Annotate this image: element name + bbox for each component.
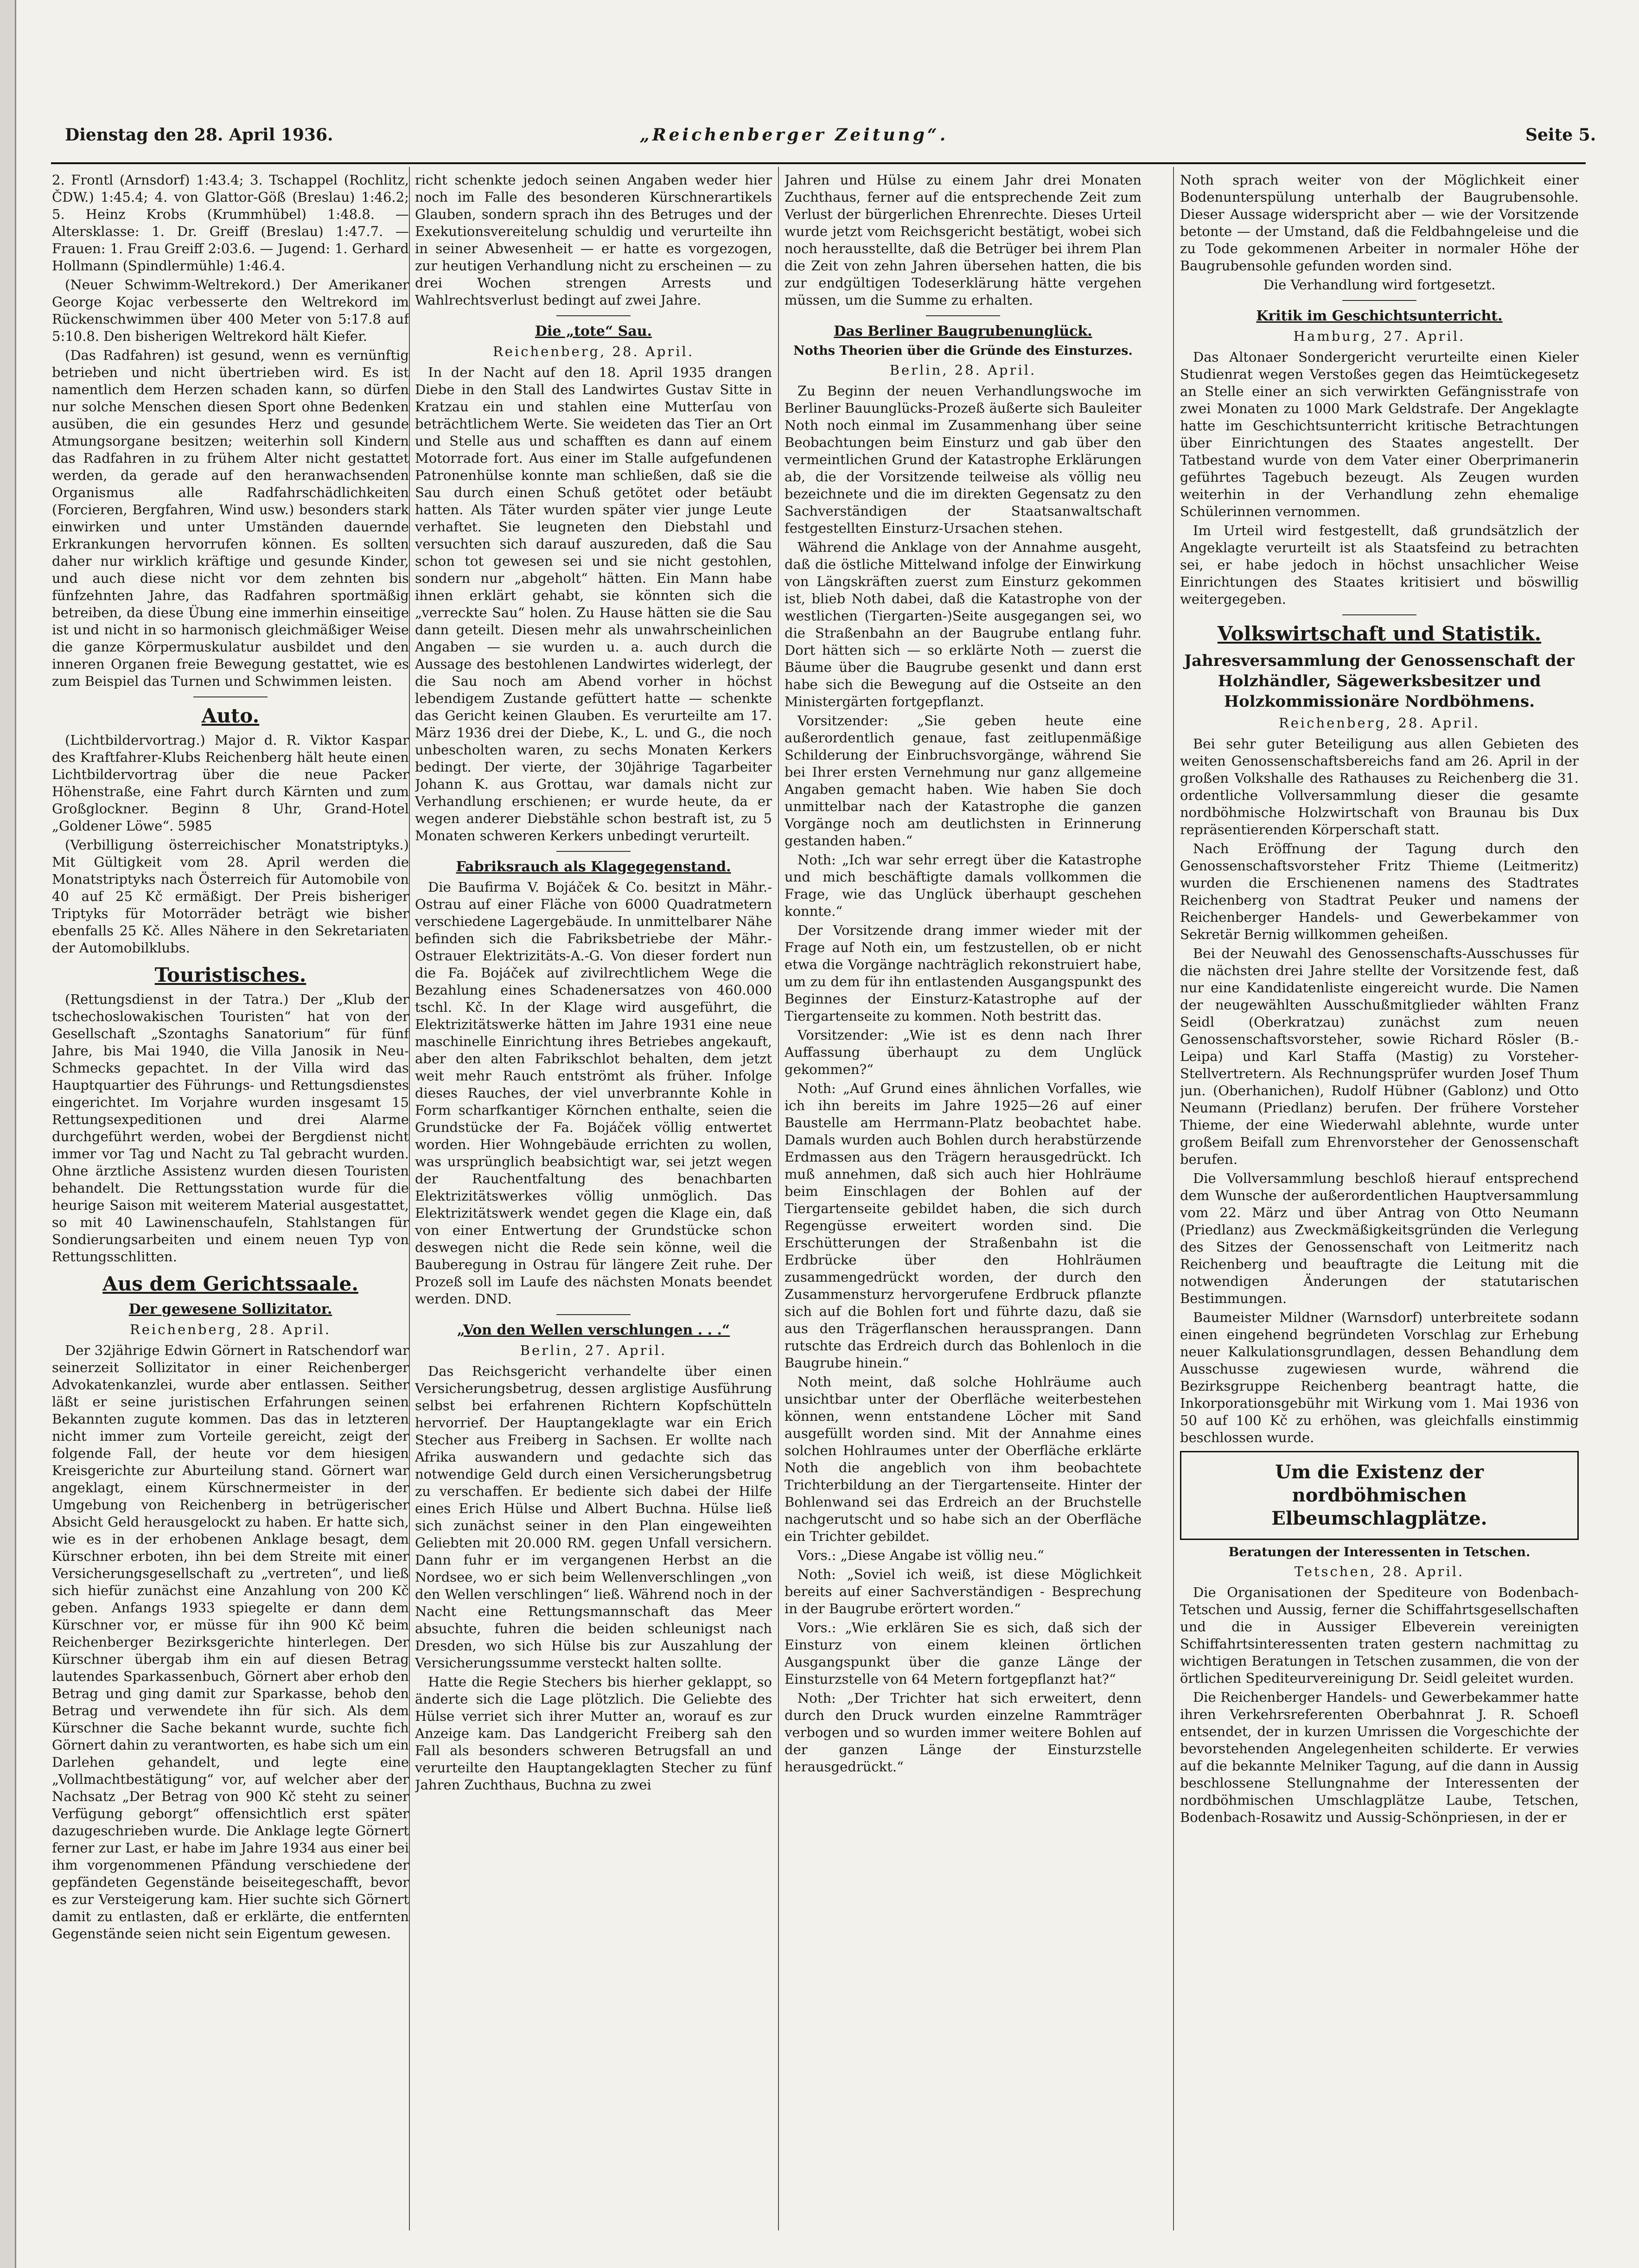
article-paragraph: Die Baufirma V. Bojáček & Co. besitzt in Mähr.-Ostrau auf einer Fläche von 6000 Quadratmetern verschiedene Lagergebäude. In unmittelbarer Nähe befinden sich die Fabriksbetriebe der Mähr.-Ostrauer Elektrizitäts-A.-G. Von dieser fordert nun die Fa. Bojáček auf zivilrechtlichem Wege die Bezahlung eines Schadenersatzes von 460.000 tschl. Kč. In der Klage wird ausgeführt, die Elektrizitätswerke hätten im Jahre 1931 eine neue maschinelle Einrichtung ihres Betriebes angekauft, aber den alten Fabrikschlot behalten, dem jetzt weit mehr Rauch entströmt als früher. Infolge dieses Rauches, der viel unverbrannte Kohle in Form scharfkantiger Körnchen enthalte, seien die Grundstücke der Fa. Bojáček völlig entwertet worden. Hier Wohngebäude errichten zu wollen, was ursprünglich beabsichtigt war, sei jetzt wegen der Rauchentfaltung des benachbarten Elektrizitätswerkes völlig unmöglich. Das Elektrizitätswerk wendet gegen die Klage ein, daß von einer Entwertung der Grundstücke schon deswegen nicht die Rede sein könne, weil die Bauberegung in Ostrau für längere Zeit ruhe. Der Prozeß soll im Laufe des nächsten Monats beendet werden. DND. [415, 879, 772, 1307]
article-paragraph: Noth meint, daß solche Hohlräume auch unsichtbar unter der Oberfläche weiterbestehen können, wenn entstandene Löcher mit Sand ausgefüllt worden sind. Mit der Annahme eines solchen Hohlraumes unter der Oberfläche erklärte Noth die angeblich von ihm beobachtete Trichterbildung an der Tiergartenseite. Hinter der Bohlenwand sei das Erdreich an der Bruchstelle nachgerutscht und so habe sich an der Oberfläche ein Trichter gebildet. [784, 1374, 1142, 1544]
lecture-paragraph: (Lichtbildervortrag.) Major d. R. Viktor Kaspar des Kraftfahrer-Klubs Reichenberg hält heute einen Lichtbildervortrag über die neue Packer Höhenstraße, eine Fahrt durch Kärnten und zum Großglockner. Beginn 8 Uhr, Grand-Hotel „Goldener Löwe“. 5985 [52, 732, 409, 834]
article-paragraph: Die Reichenberger Handels- und Gewerbekammer hatte ihren Verkehrsreferenten Oberbahnrat J. R. Schoefl entsendet, der in kurzen Umrissen die Vorgeschichte der bevorstehenden Angelegenheiten schilderte. Er verwies auf die bekannte Melniker Tagung, auf die dann in Aussig beschlossene Stellungnahme der Interessenten der nordböhmischen Umschlagplätze Laube, Tetschen, Bodenbach-Rosawitz und Aussig-Schönpriesen, in der er [1180, 1689, 1579, 1825]
dateline: Reichenberg, 28. April. [129, 1322, 332, 1337]
tatra-paragraph: (Rettungsdienst in der Tatra.) Der „Klub der tschechoslowakischen Touristen“ hat von der Gesellschaft „Szontaghs Sanatorium“ für fünf Jahre, bis Mai 1940, die Villa Janosik in Neu-Schmecks gepachtet. In der Villa wird das Hauptquartier des Führungs- und Rettungsdienstes eingerichtet. Im Vorjahre wurden insgesamt 15 Rettungsexpeditionen und drei Alarme durchgeführt werden, wobei der Bergdienst nicht immer vor Tag und Nacht zu Tal gebracht wurden. Ohne ärztliche Assistenz wurden diesen Touristen behandelt. Die Rettungsstation wurde für die heurige Saison mit weiterem Material ausgestattet, so mit 40 Lawinenschaufeln, Stahlstangen für Sondierungsarbeiten und einem neuen Typ von Rettungsschlitten. [52, 991, 409, 1265]
column-2 [415, 172, 772, 2226]
article-subheading: Noths Theorien über die Gründe des Einsturzes. [793, 344, 1133, 358]
article-paragraph: In der Nacht auf den 18. April 1935 drangen Diebe in den Stall des Landwirtes Gustav Sitte in Kratzau ein und stahlen eine Mutterſau von beträchtlichem Werte. Sie weideten das Tier an Ort und Stelle aus und schafften es dann auf einem Motorrade fort. Aus einer im Stalle aufgefundenen Patronenhülse konnte man schließen, daß sie die Sau durch einen Schuß getötet oder betäubt hatten. Als Täter wurden später vier junge Leute verhaftet. Sie leugneten den Diebstahl und versuchten sich darauf auszureden, daß die Sau schon tot gewesen sei und sie nicht gestohlen, sondern nur „abgeholt“ hätten. Ein Mann habe ihnen erklärt gehabt, sie könnten sich die „verreckte Sau“ holen. Zu Hause hätten sie die Sau dann geteilt. Diesen mehr als unwahrscheinlichen Angaben — sie wurden u. a. auch durch die Aussage des bestohlenen Landwirtes widerlegt, der die Sau noch am Abend vorher in höchst lebendigem Zustande gefüttert hatte — schenkte das Gericht keinen Glauben. Es verurteilte am 17. März 1936 drei der Diebe, K., L. und G., die noch unbescholten waren, zu sechs Monaten Kerkers bedingt. Der vierte, der 30jährige Tagarbeiter Johann K. aus Grottau, war damals nicht zur Verhandlung erschienen; er wurde heute, da er wegen anderer Diebstähle schon bestraft ist, zu 5 Monaten schweren Kerkers unbedingt verurteilt. [415, 364, 772, 843]
section-heading-tourism: Touristisches. [154, 964, 306, 986]
article-paragraph: richt schenkte jedoch seinen Angaben weder hier noch im Falle des besonderen Kürschnerartikels Glauben, sondern sprach ihn des Betruges und der Exekutionsvereitelung schuldig und verurteilte ihn in seiner Abwesenheit — er hatte es vorgezogen, zur heutigen Verhandlung nicht zu erscheinen — zu drei Wochen strengen Arrests und Wahlrechtsverlust bedingt auf zwei Jahre. [415, 172, 772, 308]
article-paragraph: Vorsitzender: „Wie ist es denn nach Ihrer Auffassung überhaupt zu dem Unglück gekommen?“ [784, 1027, 1142, 1077]
article-paragraph: Während die Anklage von der Annahme ausgeht, daß die östliche Mittelwand infolge der Einwirkung von Längskräften zuerst zum Einsturz gekommen ist, blieb Noth dabei, daß die Katastrophe von der westlichen (Tiergarten-)Seite ausgegangen sei, wo die Straßenbahn an der Baugrube entlang fuhr. Dort hätten sich — so erklärte Noth — zuerst die Bäume über die Baugrube gesenkt und dann erst habe sich die Bewegung auf die Ostseite an den Ministergärten fortgepflanzt. [784, 539, 1142, 709]
article-paragraph: Noth: „Soviel ich weiß, ist diese Möglichkeit bereits auf einer Sachverständigen - Besprechung in der Baugrube erörtert worden.“ [784, 1566, 1142, 1616]
column-1 [52, 172, 409, 2226]
column-divider [1173, 167, 1174, 2230]
article-paragraph: Nach Eröffnung der Tagung durch den Genossenschaftsvorsteher Fritz Thieme (Leitmeritz) wurden die Erschienenen namens des Stadtrates Reichenberg von Stadtrat Peuker und namens der Reichenberger Handels- und Gewerbekammer von Sekretär Bernig willkommen geheißen. [1180, 841, 1579, 942]
article-paragraph: Der 32jährige Edwin Görnert in Ratschendorf war seinerzeit Sollizitator in einer Reichenberger Advokatenkanzlei, wurde aber entlassen. Seither läßt er seine juristischen Erfahrungen seinen Bekannten zugute kommen. Das das in letzteren nicht immer zum Vorteile gereicht, zeigt der folgende Fall, der heute vor dem hiesigen Kreisgerichte zur Aburteilung stand. Görnert war angeklagt, einem Kürschnermeister in der Umgebung von Reichenberg in betrügerischer Absicht Geld herausgelockt zu haben. Er hatte sich, wie es in der erhobenen Anklage besagt, dem Kürschner erboten, ihn bei dem Streite mit einer Versicherungsgesellschaft zu „vertreten“, und ließ sich hiefür zunächst eine Anzahlung von 200 Kč geben. Anfangs 1933 spiegelte er dann dem Kürschner vor, er müsse für ihn 900 Kč beim Reichenberger Bezirksgerichte hinterlegen. Der Kürschner übergab ihm ein auf diesen Betrag lautendes Sparkassenbuch, Görnert aber erhob den Betrag und ging damit zur Sparkasse, behob den Betrag und verwendete ihn für sich. Als dem Kürschner die Sache bekannt wurde, suchte fich Görnert dahin zu verantworten, es habe sich um ein Darlehen gehandelt, und legte eine „Vollmachtbestätigung“ vor, auf welcher aber der Nachsatz „Der Betrag von 900 Kč steht zu seiner Verfügung geborgt“ offensichtlich erst später dazugeschrieben wurde. Die Anklage legte Görnert ferner zur Last, er habe im Jahre 1934 aus einer bei ihm vorgenommenen Pfändung verschiedene der gepfändeten Gegenstände beiseitegeschafft, bevor es zur Versteigerung kam. Hier suchte sich Görnert damit zu entlasten, daß er erklärte, die entfernten Gegenstände seien nicht sein Eigentum gewesen. [52, 1342, 409, 1942]
article-heading: Die „tote“ Sau. [535, 323, 652, 339]
article-heading: Der gewesene Sollizitator. [128, 1301, 332, 1317]
article-paragraph: Noth sprach weiter von der Möglichkeit einer Bodenunterspülung unterhalb der Baugrubensohle. Dieser Aussage widerspricht aber — wie der Vorsitzende betonte — der Umstand, daß die Feldbahngeleise und die zu Tode gekommenen Arbeiter in normaler Höhe der Baugrubensohle gefunden worden sind. [1180, 172, 1579, 274]
article-paragraph: Die Organisationen der Spediteure von Bodenbach-Tetschen und Aussig, ferner die Schiffahrtsgesellschaften und die in Aussiger Elbeverein vereinigten Schiffahrtsinteressenten traten gestern nachmittag zu wichtigen Beratungen in Tetschen zusammen, die von der örtlichen Spediteurvereinigung Dr. Seidl geleitet wurden. [1180, 1584, 1579, 1686]
dateline: Reichenberg, 28. April. [492, 344, 695, 359]
column-divider [409, 167, 410, 2230]
page-header [56, 125, 1596, 153]
header-rule [51, 162, 1586, 164]
article-paragraph: Vors.: „Wie erklären Sie es sich, daß sich der Einsturz von einem kleinen örtlichen Ausgangspunkt über die ganze Länge der Einsturzstelle von 64 Metern fortgepflanzt hat?“ [784, 1620, 1142, 1687]
article-paragraph: Noth: „Ich war sehr erregt über die Katastrophe und mich beschäftigte damals vollkommen die Frage, wie das Unglück überhaupt geschehen konnte.“ [784, 852, 1142, 919]
article-heading: Kritik im Geschichtsunterricht. [1256, 308, 1503, 324]
section-heading-economy: Volkswirtschaft und Statistik. [1217, 622, 1542, 645]
article-paragraph: Vorsitzender: „Sie geben heute eine außerordentlich genaue, fast zeitlupenmäßige Schilderung der Einbruchsvorgänge, während Sie bei Ihrer ersten Vernehmung nur ganz allgemeine Angaben gemacht haben. Wie haben Sie doch unmittelbar nach der Katastrophe die ganzen Vorgänge noch am deutlichsten in Erinnerung gestanden haben.“ [784, 713, 1142, 849]
dateline: Hamburg, 27. April. [1293, 328, 1466, 344]
article-paragraph: Bei sehr guter Beteiligung aus allen Gebieten des weiten Genossenschaftsbereichs fand am 26. April in der großen Volkshalle des Rathauses zu Reichenberg die 31. ordentliche Vollversammlung dieser die gesamte nordböhmische Holzwirtschaft von Braunau bis Dux repräsentierenden Körperschaft statt. [1180, 736, 1579, 837]
header-newspaper-title: „Reichenberger Zeitung“. [640, 125, 949, 145]
dateline: Reichenberg, 28. April. [1278, 715, 1480, 731]
article-paragraph: Baumeister Mildner (Warnsdorf) unterbreitete sodann einen eingehend begründeten Vorschlag zur Erhebung neuer Kalkulationsgrundlagen, dessen Behandlung dem Ausschusse zugewiesen wurde, während die Bezirksgruppe Reichenberg beantragt hatte, die Inkorporationsgebühr mit Wirkung vom 1. Mai 1936 von 50 auf 100 Kč zu erhöhen, was gleichfalls einstimmig beschlossen wurde. [1180, 1310, 1579, 1445]
article-paragraph: Jahren und Hülse zu einem Jahr drei Monaten Zuchthaus, ferner auf die entsprechende Zeit zum Verlust der bürgerlichen Ehrenrechte. Dieses Urteil wurde jetzt vom Reichsgericht bestätigt, wobei sich noch herausstellte, daß die Betrüger bei ihrem Plan die Zeit von zehn Jahren übersehen hatten, die bis zur endgültigen Todeserklärung hätte vergehen müssen, um die Summe zu erhalten. [784, 172, 1142, 308]
separator [1342, 300, 1416, 301]
article-heading: „Von den Wellen verschlungen . . .“ [457, 1322, 730, 1338]
dateline: Berlin, 27. April. [520, 1342, 667, 1358]
boxed-headline [1180, 1451, 1579, 1540]
article-paragraph: Die Vollversammlung beschloß hierauf entsprechend dem Wunsche der außerordentlichen Hauptversammlung vom 22. März und über Antrag von Otto Neumann (Priedlanz) aus Zweckmäßigkeitsgründen die Verlegung des Sitzes der Genossenschaft von Leitmeritz nach Reichenberg und beauftragte die Leitung mit die notwendigen Änderungen der statutarischen Bestimmungen. [1180, 1170, 1579, 1306]
article-heading: Das Berliner Baugrubenunglück. [834, 323, 1092, 339]
separator [926, 315, 1000, 316]
header-date: Dienstag den 28. April 1936. [65, 125, 333, 145]
separator [556, 851, 631, 852]
separator [1342, 614, 1416, 615]
dateline: Tetschen, 28. April. [1294, 1564, 1465, 1579]
article-paragraph: Bei der Neuwahl des Genossenschafts-Ausschusses für die nächsten drei Jahre stellte der Vorsitzende fest, daß nur eine Kandidatenliste eingereicht wurde. Die Namen der neugewählten Ausschußmitglieder wählten Franz Seidl (Oberkratzau) zunächst zum neuen Genossenschaftsvorsteher, sowie Richard Rösler (B.-Leipa) und Karl Staffa (Mastig) zu Vorsteher-Stellvertretern. Als Rechnungsprüfer wurden Josef Thum jun. (Oberhanichen), Rudolf Hübner (Gablonz) und Otto Neumann (Priedlanz) berufen. Der frühere Vorsteher Thieme, der eine Wiederwahl ablehnte, wurde unter großem Beifall zum Ehrenvorsteher der Genossenschaft berufen. [1180, 946, 1579, 1167]
article-paragraph: Noth: „Der Trichter hat sich erweitert, denn durch den Druck wurden einzelne Rammträger verbogen und so wurden immer weitere Bohlen auf der ganzen Länge der Einsturzstelle herausgedrückt.“ [784, 1690, 1142, 1775]
separator [556, 315, 631, 316]
swim-record-paragraph: (Neuer Schwimm-Weltrekord.) Der Amerikaner George Kojac verbesserte den Weltrekord im Rückenschwimmen über 400 Meter von 5:17.8 auf 5:10.8. Den bisherigen Weltrekord hält Kiefer. [52, 277, 409, 344]
article-heading: Um die Existenz der nordböhmischen Elbeumschlagplätze. [1271, 1461, 1487, 1529]
article-paragraph: Das Altonaer Sondergericht verurteilte einen Kieler Studienrat wegen Verstoßes gegen das Heimtückegesetz an Stelle einer an sich verwirkten Gefängnisstrafe von zwei Monaten zu 1000 Mark Geldstrafe. Der Angeklagte hatte im Geschichtsunterricht kritische Betrachtungen über Einrichtungen des Staates angestellt. Der Tatbestand wurde von dem Vater einer Oberprimanerin geführtes Tagebuch bezeugt. Als Zeugen wurden weiterhin in der Verhandlung zehn ehemalige Schülerinnen vernommen. [1180, 349, 1579, 519]
sport-results: 2. Frontl (Arnsdorf) 1:43.4; 3. Tschappel (Rochlitz, ČDW.) 1:45.4; 4. von Glattor-Göß (Breslau) 1:46.2; 5. Heinz Krobs (Krummhübel) 1:48.8. — Altersklasse: 1. Dr. Greiff (Breslau) 1:47.7. — Frauen: 1. Frau Greiff 2:03.6. — Jugend: 1. Gerhard Hollmann (Spindlermühle) 1:46.4. [52, 172, 409, 274]
article-subheading: Beratungen der Interessenten in Tetschen. [1228, 1545, 1531, 1559]
section-heading-court: Aus dem Gerichtssaale. [102, 1272, 358, 1295]
article-paragraph: Im Urteil wird festgestellt, daß grundsätzlich der Angeklagte verurteilt ist als Staatsfeind zu betrachten sei, er habe jedoch in höchst unsachlicher Weise Einrichtungen des Staates kritisiert und böswillig weitergegeben. [1180, 523, 1579, 607]
column-3 [784, 172, 1142, 2226]
article-paragraph: Das Reichsgericht verhandelte über einen Versicherungsbetrug, dessen arglistige Ausführung selbst bei erfahrenen Richtern Kopfschütteln hervorrief. Der Hauptangeklagte war ein Erich Stecher aus Freiberg in Sachsen. Er wollte nach Afrika auswandern und gedachte sich das notwendige Geld durch einen Versicherungsbetrug zu verschaffen. Er bediente sich dabei der Hilfe eines Erich Hülse und Albert Buchna. Hülse ließ sich zunächst seiner in den Plan eingeweihten Geliebten mit 20.000 RM. gegen Unfall versichern. Dann fuhr er im vergangenen Herbst an die Nordsee, wo er sich beim Wellenverschlingen „von den Wellen verschlingen“ ließ. Während noch in der Nacht eine Rettungsmannschaft das Meer absuchte, fuhren die beiden schleunigst nach Dresden, wo sich Hülse bis zur Auszahlung der Versicherungssumme versteckt halten sollte. [415, 1363, 772, 1671]
separator [193, 696, 268, 697]
article-paragraph: Vors.: „Diese Angabe ist völlig neu.“ [797, 1547, 1045, 1563]
article-paragraph: Der Vorsitzende drang immer wieder mit der Frage auf Noth ein, um festzustellen, ob er nicht etwa die Vorgänge nachträglich rekonstruiert habe, um zu dem für ihn entlastenden Ausgangspunkt des Beginnes der Einsturz-Katastrophe auf der Tiergartenseite zu kommen. Noth bestritt das. [784, 922, 1142, 1024]
column-divider [778, 167, 779, 2230]
column-4 [1180, 172, 1579, 2226]
article-heading: Jahresversammlung der Genossenschaft der Holzhändler, Sägewerksbesitzer und Holzkommissionäre Nordböhmens. [1184, 652, 1575, 711]
article-paragraph: Zu Beginn der neuen Verhandlungswoche im Berliner Bauunglücks-Prozeß äußerte sich Bauleiter Noth noch einmal im Zusammenhang über seine Beobachtungen beim Einsturz und gab über den vermeintlichen Grund der Katastrophe Erklärungen ab, die der Vorsitzende teilweise als völlig neu bezeichnete und die im direkten Gegensatz zu den Sachverständigen der Staatsanwaltschaft festgestellten Einsturz-Ursachen stehen. [784, 383, 1142, 536]
article-paragraph: Noth: „Auf Grund eines ähnlichen Vorfalles, wie ich ihn bereits im Jahre 1925—26 auf einer Baustelle am Herrmann-Platz beobachtet habe. Damals wurden auch Bohlen durch herabstürzende Erdmassen aus den Trägern herausgedrückt. Ich muß annehmen, daß sich auch hier Hohlräume beim Einschlagen der Bohlen auf der Tiergartenseite gebildet haben, die sich durch Regengüsse erweitert worden sind. Die Erschütterungen der Straßenbahn ist die Erdbrücke über den Hohlräumen zusammengedrückt worden, der durch den Zusammensturz hervorgerufene Erdbruck pflanzte sich auf die Bohlen fort und führte dazu, daß sie aus den Trägerflanschen heraussprangen. Dann rutschte das Erdreich durch das Bohlenloch in die Baugrube hinein.“ [784, 1080, 1142, 1371]
article-paragraph: Die Verhandlung wird fortgesetzt. [1263, 277, 1496, 293]
separator [556, 1314, 631, 1315]
article-heading: Fabriksrauch als Klagegegenstand. [456, 859, 731, 875]
dateline: Berlin, 28. April. [889, 362, 1037, 378]
article-paragraph: Hatte die Regie Stechers bis hierher geklappt, so änderte sich die Lage plötzlich. Die Geliebte des Hülse verriet sich ihrer Mutter an, worauf es zur Anzeige kam. Das Landgericht Freiberg sah den Fall als besonders schweren Betrugsfall an und verurteilte den Hauptangeklagten Stecher zu fünf Jahren Zuchthaus, Buchna zu zwei [415, 1674, 772, 1793]
header-page-number: Seite 5. [1525, 125, 1596, 145]
cycling-paragraph: (Das Radfahren) ist gesund, wenn es vernünftig betrieben und nicht übertrieben wird. Es ist namentlich dem Herzen schaden kann, so dürfen nur solche Menschen diesen Sport ohne Bedenken ausüben, die ein gesundes Herz und gesunde Atmungsorgane besitzen; weiterhin soll Kindern das Radfahren in zu frühem Alter nicht gestattet werden, da gerade auf den heranwachsenden Organismus alle Radfahrschädlichkeiten (Forcieren, Bergfahren, Wind usw.) besonders stark einwirken und unter Umständen dauernde Erkrankungen hervorrufen können. Es sollten daher nur wirklich kräftige und gesunde Kinder, und auch diese nicht vor dem zehnten bis fünfzehnten Jahre, das Radfahren sportmäßig betreiben, da diese Übung eine immerhin einseitige ist und nicht in so harmonisch gleichmäßiger Weise die ganze Körpermuskulatur ausbildet und den inneren Organen freie Bewegung gestattet, wie es zum Beispiel das Turnen und Schwimmen leisten. [52, 347, 409, 689]
triptyks-paragraph: (Verbilligung österreichischer Monatstriptyks.) Mit Gültigkeit vom 28. April werden die Monatstriptyks nach Österreich für Automobile von 40 auf 25 Kč ermäßigt. Der Preis bisheriger Triptyks für Motorräder beträgt wie bisher ebenfalls 25 Kč. Alles Nähere in den Sekretariaten der Automobilklubs. [52, 837, 409, 956]
section-heading-auto: Auto. [201, 704, 260, 727]
